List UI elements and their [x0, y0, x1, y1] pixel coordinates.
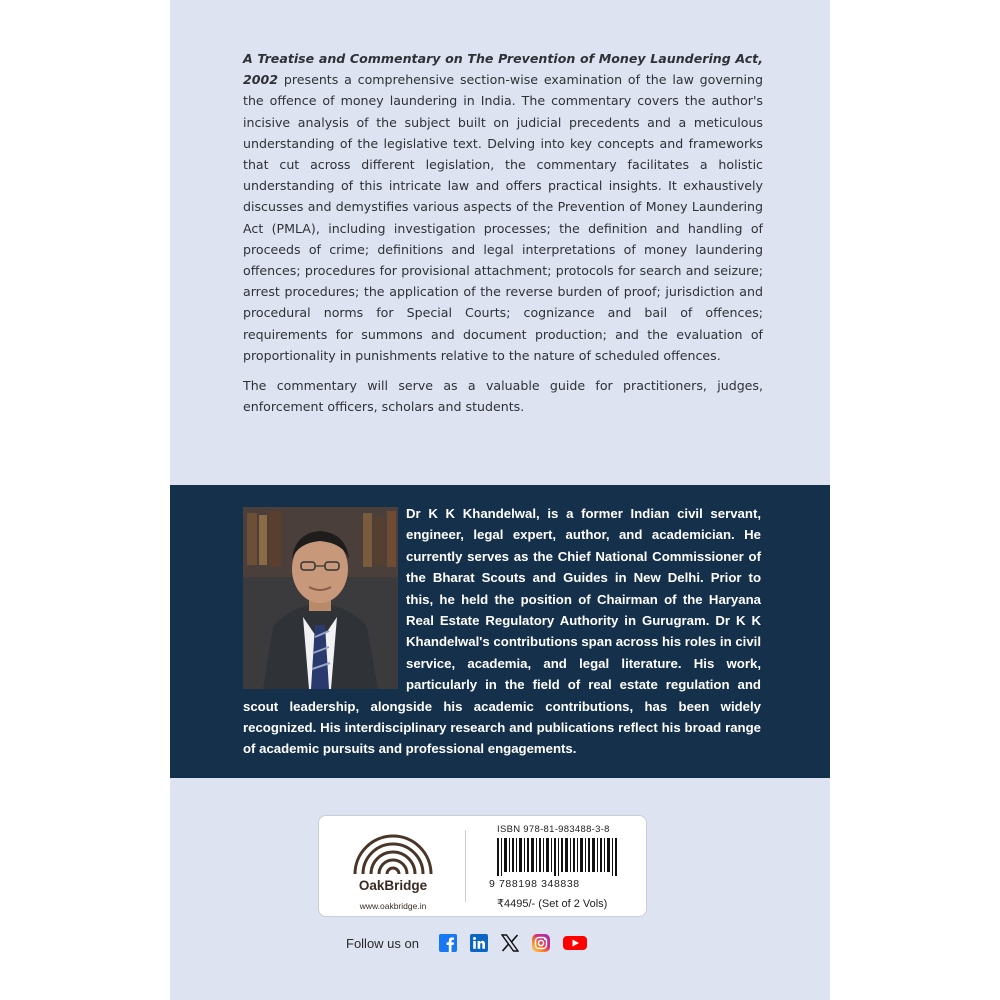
- photo-spacer: [243, 503, 406, 688]
- closing-paragraph: The commentary will serve as a valuable guide for practitioners, judges, enforcement officers, scholars and students.: [243, 378, 763, 415]
- author-bio-text: Dr K K Khandelwal, is a former Indian civil servant, engineer, legal expert, author, and academician. He currently serves as the Chief National Commissioner of the Bharat Scouts and Guides in New Delhi. Prior to this, he held the position of Chairman of the Haryana Real Estate Regulatory Authority in Gurugram. Dr K K Khandelwal's contributions span across his roles in civil service, academia, and legal literature. His work, particularly in the field of real estate regulation and scout leadership, alongside his academic contributions, has been widely recognized. His interdisciplinary research and publications reflect his broad range of academic pursuits and professional engagements.: [243, 506, 761, 757]
- publisher-box: [318, 815, 647, 917]
- facebook-icon[interactable]: [439, 934, 457, 952]
- author-panel: [170, 485, 830, 778]
- book-description: [243, 48, 763, 426]
- publisher-url[interactable]: www.oakbridge.in: [359, 901, 427, 911]
- publisher-divider: [465, 830, 466, 902]
- youtube-icon[interactable]: [563, 934, 587, 952]
- linkedin-icon[interactable]: [470, 934, 488, 952]
- back-cover: [170, 0, 830, 1000]
- barcode-digits: 9 788198 348838: [489, 878, 580, 890]
- tree-rings-icon: [347, 828, 439, 878]
- publisher-name: OakBridge: [358, 878, 428, 893]
- isbn-label: ISBN 978-81-983488-3-8: [497, 824, 610, 835]
- x-icon[interactable]: [501, 934, 519, 952]
- author-bio: [243, 503, 761, 760]
- social-follow: [346, 932, 600, 954]
- barcode: [497, 838, 619, 876]
- follow-label: Follow us on: [346, 935, 419, 951]
- book-title: A Treatise and Commentary on The Prevention of Money Laundering Act, 2002: [243, 51, 763, 88]
- description-text: presents a comprehensive section-wise examination of the law governing the offence of money laundering in India. The commentary covers the author's incisive analysis of the subject built on judicial precedents and a meticulous understanding of the legislative text. Delving into key concepts and frameworks that cut across different legislation, the commentary facilitates a holistic understanding of this intricate law and offers practical insights. It exhaustively discusses and demystifies various aspects of the Prevention of Money Laundering Act (PMLA), including investigation processes; the definition and handling of proceeds of crime; definitions and legal interpretations of money laundering offences; procedures for provisional attachment; protocols for search and seizure; arrest procedures; the application of the reverse burden of proof; jurisdiction and procedural norms for Special Courts; cognizance and bail of offences; requirements for summons and document production; and the evaluation of proportionality in punishments relative to the nature of scheduled offences.: [243, 72, 763, 363]
- description-paragraph: [243, 48, 763, 366]
- price-label: ₹4495/- (Set of 2 Vols): [497, 898, 608, 910]
- instagram-icon[interactable]: [532, 934, 550, 952]
- oakbridge-logo[interactable]: [347, 828, 439, 911]
